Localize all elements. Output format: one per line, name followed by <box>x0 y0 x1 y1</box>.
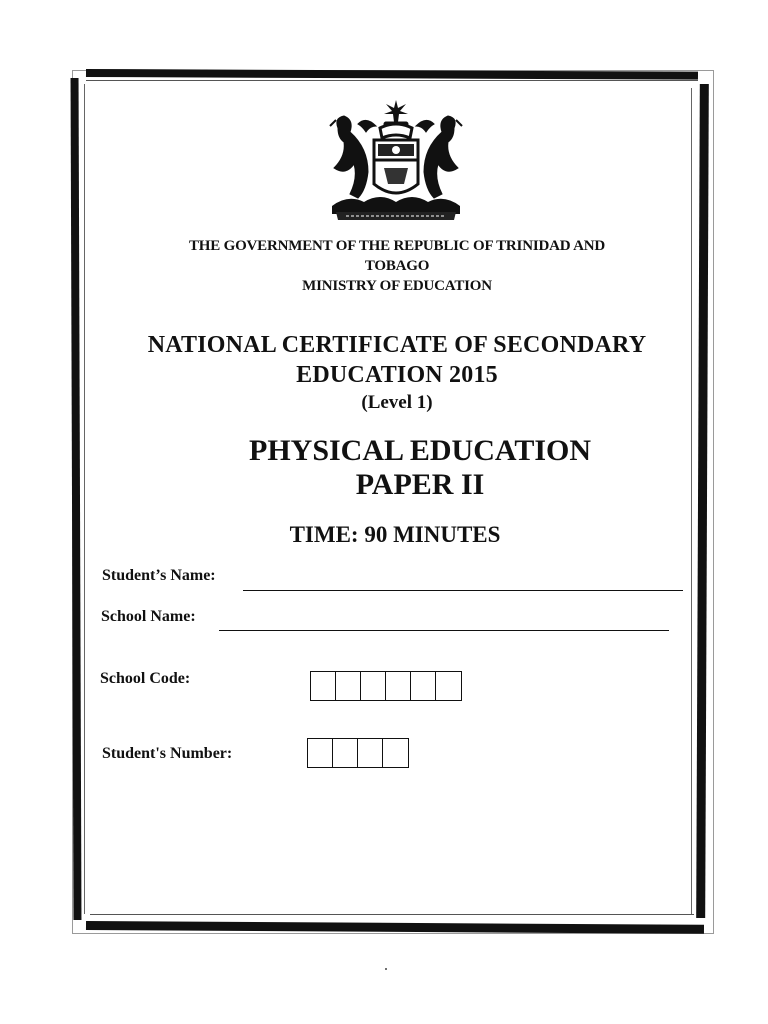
frame-bottom-inner-line <box>90 914 694 915</box>
certificate-line-2: EDUCATION 2015 <box>296 362 498 388</box>
student-name-field[interactable] <box>243 590 683 591</box>
school-code-box-5[interactable] <box>411 672 436 700</box>
government-header <box>120 236 674 296</box>
exam-duration: TIME: 90 MINUTES <box>289 522 501 547</box>
student-number-box-4[interactable] <box>383 739 408 767</box>
government-line-2: TOBAGO <box>364 258 430 274</box>
student-number-box-3[interactable] <box>358 739 383 767</box>
school-code-box-2[interactable] <box>336 672 361 700</box>
student-number-boxes <box>307 738 409 768</box>
frame-left-inner-line <box>84 84 85 914</box>
frame-right-inner-line <box>691 88 692 914</box>
school-code-box-3[interactable] <box>361 672 386 700</box>
student-name-label: Student’s Name: <box>102 567 216 584</box>
coat-of-arms-icon <box>328 98 464 226</box>
certificate-title <box>100 330 694 390</box>
subject-title: PHYSICAL EDUCATION <box>249 434 591 467</box>
school-name-label: School Name: <box>101 608 196 625</box>
school-code-box-6[interactable] <box>436 672 461 700</box>
school-code-label: School Code: <box>100 670 191 687</box>
certificate-line-1: NATIONAL CERTIFICATE OF SECONDARY <box>147 332 647 358</box>
subject-block <box>200 434 640 502</box>
school-name-field[interactable] <box>219 630 669 631</box>
student-number-box-1[interactable] <box>308 739 333 767</box>
exam-level: (Level 1) <box>361 392 433 413</box>
school-code-boxes <box>310 671 462 701</box>
ministry-name: MINISTRY OF EDUCATION <box>302 278 492 294</box>
student-number-label: Student's Number: <box>102 745 233 762</box>
scan-speck <box>385 968 387 970</box>
paper-number: PAPER II <box>355 468 485 501</box>
frame-top-inner-line <box>86 80 698 81</box>
student-number-box-2[interactable] <box>333 739 358 767</box>
government-line-1: THE GOVERNMENT OF THE REPUBLIC OF TRINIDAD AND <box>188 238 605 254</box>
school-code-box-4[interactable] <box>386 672 411 700</box>
school-code-box-1[interactable] <box>311 672 336 700</box>
